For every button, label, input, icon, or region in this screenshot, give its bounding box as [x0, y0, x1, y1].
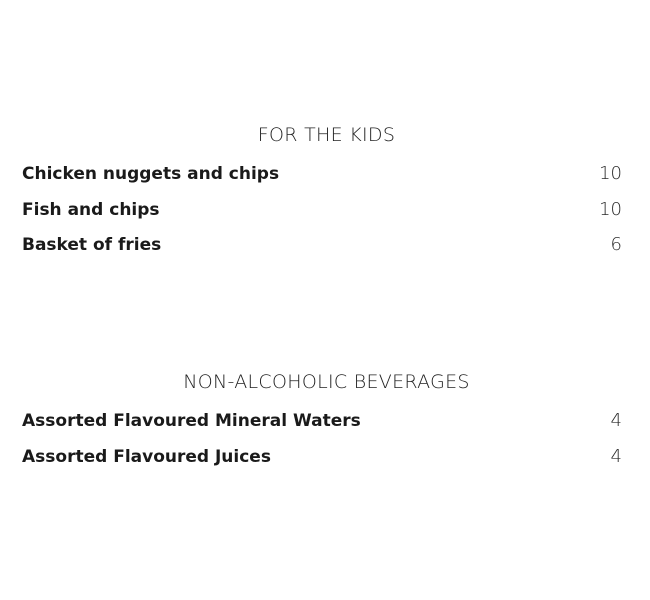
- menu-item-price: 6: [610, 234, 622, 255]
- menu-item-name: Chicken nuggets and chips: [22, 164, 280, 184]
- menu-item-name: Assorted Flavoured Juices: [22, 446, 271, 467]
- menu-item-price: 4: [610, 445, 622, 467]
- menu-item: [0, 447, 650, 483]
- menu-section-beverages: [0, 369, 650, 482]
- menu-item: [0, 411, 650, 447]
- menu-item-name: Basket of fries: [22, 235, 162, 255]
- menu-item-price: 4: [610, 410, 622, 431]
- section-title: FOR THE KIDS: [257, 124, 396, 146]
- menu-item: [0, 164, 650, 200]
- menu-section-kids: [0, 122, 650, 271]
- menu-item: [0, 235, 650, 271]
- section-title: NON-ALCOHOLIC BEVERAGES: [183, 371, 470, 393]
- menu-item-price: 10: [599, 198, 622, 220]
- menu-item: [0, 200, 650, 236]
- menu-item-name: Assorted Flavoured Mineral Waters: [22, 411, 361, 431]
- menu-item-price: 10: [599, 163, 622, 184]
- menu-item-name: Fish and chips: [22, 199, 160, 220]
